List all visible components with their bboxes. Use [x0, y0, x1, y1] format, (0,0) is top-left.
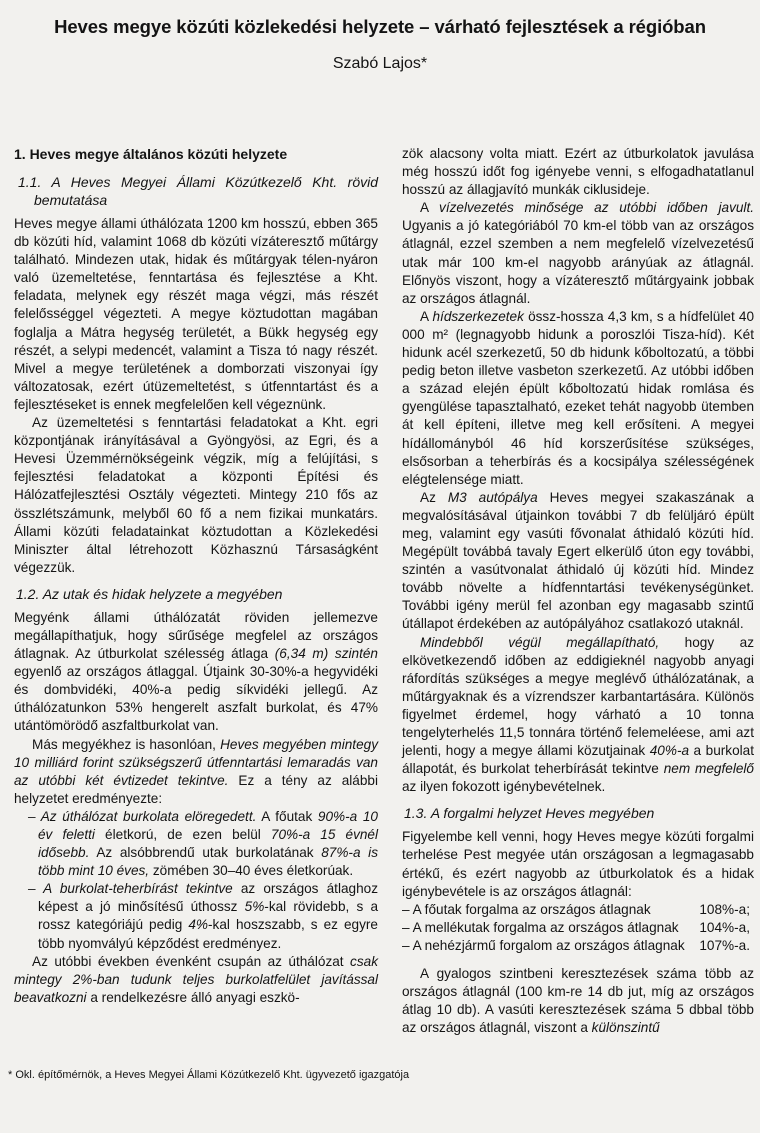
stat-value: 107%-a.: [699, 937, 750, 953]
list-item: – Az úthálózat burkolata elöregedett. A főutak 90%-a 10 év feletti életkorú, de ezen belül 70%-a 15 évnél idősebb. Az alsóbbrendű utak burkolatának 87%-a is több mint 10 éves, zömében 30–40 éves életkorúak.: [28, 808, 379, 879]
paragraph: A gyalogos szintbeni keresztezések száma több az országos átlagnál (100 km-re 14 db jut, míg az országos átlag 10 db). A vasúti keresztezések száma 5 dbbal több az országos átlagnál, viszont a különszintű: [402, 966, 754, 1036]
stat-label: – A főutak forgalma az országos átlagnak: [402, 901, 651, 917]
paragraph: A vízelvezetés minősége az utóbbi időben javult. Ugyanis a jó kategóriából 70 km-el több van az országos átlagnál, ezzel szemben a nem megfelelő vízelvezetésű utak már 100 km-el nagyobb arányúak az átlagnál. Előnyös viszont, hogy a vízáteresztő műtárgyaink jobbak az országos átlagnál.: [402, 200, 755, 306]
left-column: [14, 145, 378, 1007]
footnote: * Okl. építőmérnök, a Heves Megyei Állami Közútkezelő Kht. ügyvezető igazgatója: [8, 1069, 410, 1081]
paragraph: zök alacsony volta miatt. Ezért az útburkolatok javulása még hosszú időt fog igényebe venni, s elfogadhatatlanul hosszú az állagjavító munkák ciklusideje.: [402, 146, 754, 198]
paragraph: Az üzemeltetési s fenntartási feladatokat a Kht. egri központjának irányításával a Gyöngyösi, az Egri, és a Hevesi Üzemmérnökségeink végzik, míg a felújítási, s fejlesztési feladatokat a központi Építési és Hálózatfejlesztési Osztály végezteti. Mintegy 210 fős az összlétszámunk, melyből 60 fő a nem fizikai munkatárs. Állami közúti feladatainkat köztudottan a Közlekedési Miniszter által létrehozott Közhasznú Társaságként végezzük.: [14, 415, 378, 575]
paragraph: Más megyékhez is hasonlóan, Heves megyében mintegy 10 milliárd forint szükségszerű útfenntartási lemaradás van az utóbbi két évtizedet tekintve. Ez a tény az alábbi helyzetet eredményezte:: [14, 736, 378, 806]
stat-label: – A nehézjármű forgalom az országos átlagnak: [402, 937, 685, 953]
section-heading: 1. Heves megye általános közúti helyzete: [14, 146, 288, 162]
right-column: [402, 145, 754, 1037]
paragraph: Mindebből végül megállapítható, hogy az elkövetkezendő időben az eddigieknél nagyobb anyagi ráfordítás szükséges a megye meglévő úthálózatának, a műtárgyaknak és a vízrendszer karbantartására. Különös figyelmet érdemel, hogy várható a 10 tonna tengelyterhelés 11,5 tonnára történő felemeléese, ami azt jelenti, hogy a megye állami közutjainak 40%-a a burkolat állapotát, és burkolat teherbírását tekintve nem megfelelő az ilyen fokozott igénybevételnek.: [402, 634, 754, 795]
paragraph: Az M3 autópálya Heves megyei szakaszának a megvalósításával útjainkon további 7 db felüljáró épült meg, valamint egy vasúti fővonalat áthidaló közúti híd. Megépült továbbá tavaly Egert elkerülő úton egy további, szintén a vasútvonalat áthidaló új közúti híd. Mindez tovább növelte a hídfenntartási tevékenységünket. További igény merül fel azonban egy magasabb szintű útállapot érdekében az autópályához csatlakozó utaknál.: [402, 489, 754, 632]
author-name: Szabó Lajos*: [332, 55, 428, 72]
paragraph: A hídszerkezetek össz-hossza 4,3 km, s a hídfelület 40 000 m² (legnagyobb hidunk a poroszlói Tisza-híd). Két hidunk acél szerkezetű, 50 db hidunk kőboltozatú, a többi pedig beton illetve vasbeton szerkezetű. Az utóbbi időben a század elején épült kőboltozatú hidak romlása és gyengülése tapasztalható, ezeket tehát nagyobb ütemben át kell építeni, illetve meg kell erősíteni. A megyei hídállományból 46 híd korszerűsítése szükséges, elsősorban a teherbírás és a kocsipálya szélességének elégtelensége miatt.: [402, 308, 755, 487]
paragraph: Az utóbbi években évenként csupán az úthálózat csak mintegy 2%-ban tudunk teljes burkolatfelület javítással beavatkozni a rendelkezésre álló anyagi eszkö-: [14, 953, 378, 1005]
stat-value: 108%-a;: [699, 901, 750, 917]
paragraph: Figyelembe kell venni, hogy Heves megye közúti forgalmi terhelése Pest megyée után országosan a legmagasabb értékű, és ezért nagyobb az útburkolatok és a hidak igénybevétele is az országos átlagnál:: [402, 829, 754, 899]
subsection-heading-1-2: 1.2. Az utak és hidak helyzete a megyében: [16, 585, 283, 602]
stat-row: [402, 937, 754, 955]
list-item: – A burkolat-teherbírást tekintve az országos átlaghoz képest a jó minősítésű úthossz 5%-kal rövidebb, s a rossz kategóriájú pedig 4%-kal hoszszabb, s ez egyre több nyomvályú képződést eredményez.: [28, 881, 378, 951]
subsection-heading-1-1: 1.1. A Heves Megyei Állami Közútkezelő Kht. rövid bemutatása: [18, 174, 378, 208]
stat-value: 104%-a,: [699, 919, 750, 935]
stat-row: [402, 901, 754, 919]
subsection-heading-1-3: 1.3. A forgalmi helyzet Heves megyében: [404, 805, 655, 822]
traffic-stats-list: [402, 901, 754, 955]
page-title: Heves megye közúti közlekedési helyzete – várható fejlesztések a régióban: [54, 16, 706, 37]
stat-row: [402, 919, 754, 937]
condition-list: [14, 808, 378, 953]
stat-label: – A mellékutak forgalma az országos átlagnak: [402, 919, 679, 935]
paragraph: Megyénk állami úthálózatát röviden jellemezve megállapíthatjuk, hogy sűrűsége megfelel az országos átlagnak. Az útburkolat szélesség átlaga (6,34 m) szintén egyenlő az országos átlaggal. Útjaink 30-30%-a hegyvidéki és dombvidéki, 40%-a pedig síkvidéki jellegű. Az úthálózatunkon 53% hengerelt aszfalt burkolat, és 47% utántömörödő aszfaltburkolat van.: [14, 609, 378, 734]
paragraph: Heves megye állami úthálózata 1200 km hosszú, ebben 365 db közúti híd, valamint 1068 db közúti vízáteresztő műtárgy található. Mindezen utak, hidak és műtárgyak télen-nyáron való üzemeltetése, fenntartása és fejlesztése a Kht. feladata, melynek egy részét maga végzi, más részét felelősséggel végezteti. A megye köztudottan magában foglalja a Mátra hegység területét, a Bükk hegység egy részét, a selypi medencét, valamint a Tisza tó nagy részét. Mivel a megye területének a domborzati viszonyai így változatosak, ezért útüzemeltetést, s útfenntartást és a fejlesztéseket is ennek megfelelően kell végeznünk.: [14, 216, 378, 412]
